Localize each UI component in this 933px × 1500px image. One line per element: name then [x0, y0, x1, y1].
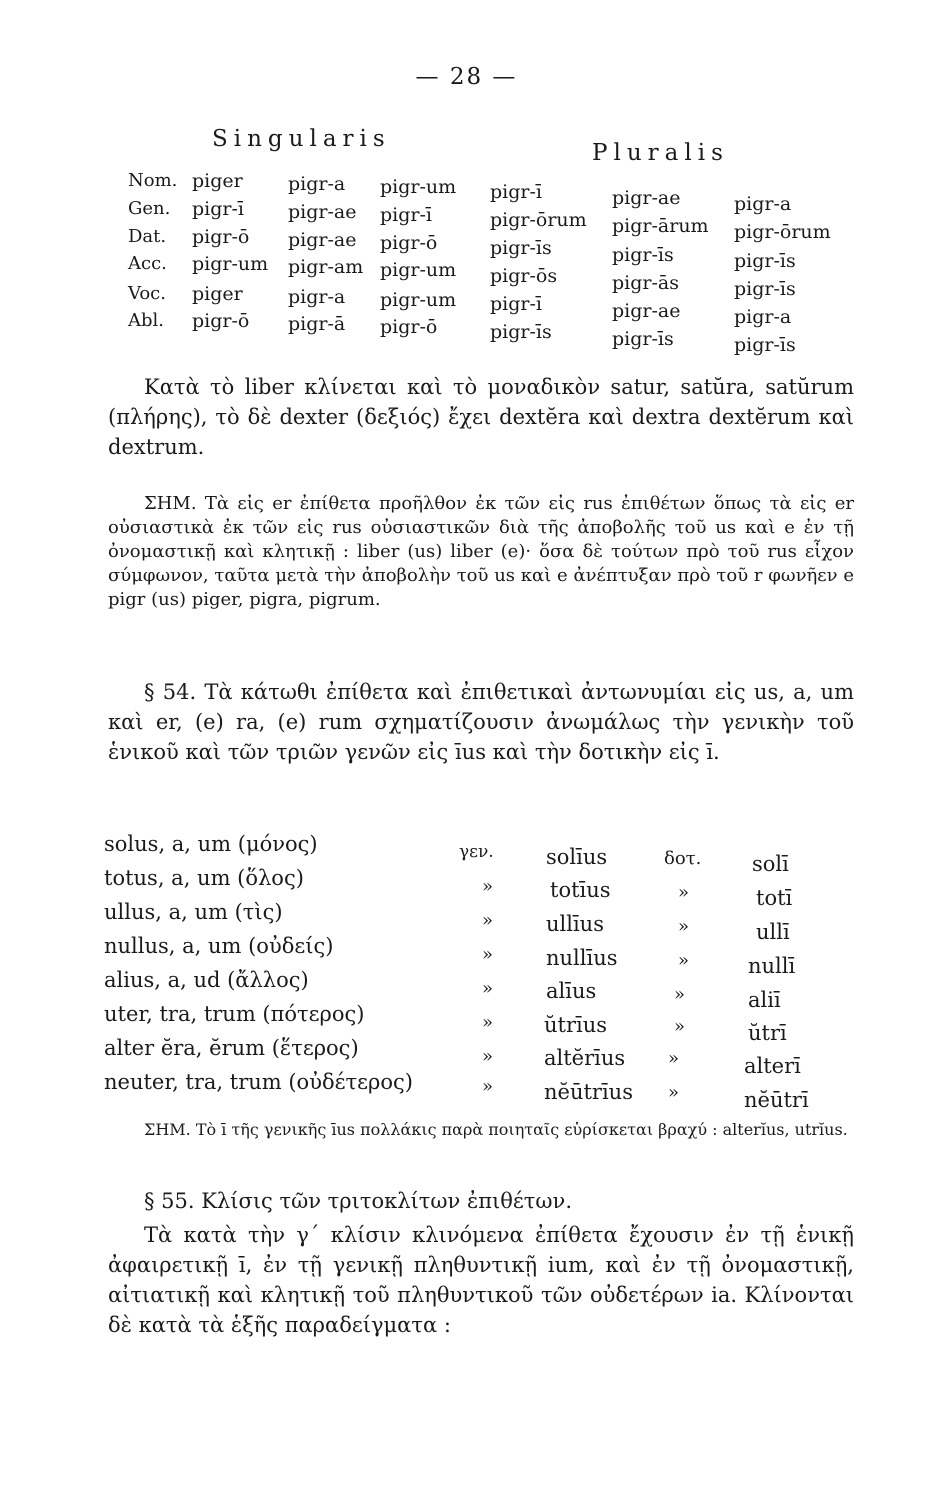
- genitive-form: ullīus: [546, 912, 604, 936]
- pl-neut-form: pigr-ōrum: [734, 221, 831, 243]
- case-label: Abl.: [128, 310, 164, 331]
- genitive-form: ŭtrīus: [544, 1013, 608, 1037]
- genitive-form: solīus: [546, 845, 608, 869]
- dative-form: ullī: [756, 920, 790, 944]
- pl-neut-form: pigr-a: [734, 306, 792, 328]
- pl-masc-form: pigr-īs: [490, 237, 552, 259]
- ditto-mark: »: [678, 950, 690, 971]
- pl-masc-form: pigr-ī: [490, 181, 542, 203]
- sg-masc-form: pigr-ō: [192, 310, 250, 332]
- sg-fem-form: pigr-a: [288, 173, 346, 195]
- sg-fem-form: pigr-ae: [288, 229, 357, 251]
- pl-fem-form: pigr-ae: [612, 187, 681, 209]
- sg-masc-form: piger: [192, 170, 243, 192]
- ditto-mark: »: [482, 978, 494, 999]
- sg-neut-form: pigr-um: [380, 289, 457, 311]
- pronominal-word: alter ĕra, ĕrum (ἕτερος): [104, 1036, 359, 1060]
- case-label: Acc.: [128, 253, 167, 274]
- dative-form: totī: [756, 886, 793, 910]
- pl-fem-form: pigr-īs: [612, 244, 674, 266]
- ditto-mark: »: [482, 1012, 494, 1033]
- section-55-title: § 55. Κλίσις τῶν τριτοκλίτων ἐπιθέτων.: [144, 1189, 572, 1213]
- ditto-mark: »: [482, 910, 494, 931]
- sg-fem-form: pigr-a: [288, 286, 346, 308]
- pronominal-word: ullus, a, um (τὶς): [104, 900, 283, 924]
- sg-masc-form: pigr-ō: [192, 226, 250, 248]
- ditto-mark: »: [674, 984, 686, 1005]
- pl-fem-form: pigr-ās: [612, 272, 679, 294]
- pl-fem-form: pigr-īs: [612, 328, 674, 350]
- pronominal-word: solus, a, um (μόνος): [104, 832, 318, 856]
- pronominal-word: totus, a, um (ὅλος): [104, 866, 304, 890]
- sg-neut-form: pigr-ō: [380, 316, 438, 338]
- sg-fem-form: pigr-ae: [288, 201, 357, 223]
- paragraph-liber: [108, 372, 854, 462]
- note-1: [108, 492, 854, 612]
- dative-form: alterī: [744, 1054, 801, 1078]
- pronominal-word: neuter, tra, trum (οὐδέτερος): [104, 1070, 413, 1094]
- ditto-mark: »: [482, 1076, 494, 1097]
- pl-neut-form: pigr-īs: [734, 334, 796, 356]
- pl-neut-form: pigr-a: [734, 193, 792, 215]
- note-1-text: ΣΗΜ. Τὰ εἰς er ἐπίθετα προῆλθον ἐκ τῶν εἰς rus ἐπιθέτων ὅπως τὰ εἰς er οὐσιαστικὰ ἐκ τῶν εἰς rus οὐσιαστικῶν διὰ τῆς ἀποβολῆς τοῦ us καὶ e ἐν τῇ ὀνομαστικῇ καὶ κλητικῇ : liber (us) liber (e)· ὅσα δὲ τούτων πρὸ τοῦ rus εἶχον σύμφωνον, ταῦτα μετὰ τὴν ἀποβολὴν τοῦ us καὶ e ἀνέπτυξαν πρὸ τοῦ r φωνῆεν e pigr (us) piger, pigra, pigrum.: [108, 493, 854, 610]
- case-label: Nom.: [128, 170, 178, 191]
- note-2: [108, 1120, 854, 1140]
- sg-fem-form: pigr-am: [288, 256, 364, 278]
- section-55-heading: [108, 1186, 854, 1216]
- section-55-text: Τὰ κατὰ τὴν γ´ κλίσιν κλινόμενα ἐπίθετα ἔχουσιν ἐν τῇ ἑνικῇ ἀφαιρετικῇ ī, ἐν τῇ γενικῇ πληθυντικῇ ium, καὶ ἐν τῇ ὀνομαστικῇ, αἰτιατικῇ καὶ κλητικῇ τοῦ πληθυντικοῦ τῶν οὐδετέρων ia. Κλίνονται δὲ κατὰ τὰ ἑξῆς παραδείγματα :: [108, 1223, 854, 1337]
- pl-masc-form: pigr-ōrum: [490, 209, 587, 231]
- case-label: Gen.: [128, 198, 171, 219]
- plural-header: Pluralis: [592, 140, 729, 166]
- pl-neut-form: pigr-īs: [734, 250, 796, 272]
- section-54-text: § 54. Τὰ κάτωθι ἐπίθετα καὶ ἐπιθετικαὶ ἀντωνυμίαι εἰς us, a, um καὶ er, (e) ra, (e) rum σχηματίζουσιν ἀνωμάλως τὴν γενικὴν τοῦ ἑνικοῦ καὶ τῶν τριῶν γενῶν εἰς īus καὶ τὴν δοτικὴν εἰς ī.: [108, 680, 854, 764]
- ditto-mark: »: [482, 876, 494, 897]
- pl-fem-form: pigr-ārum: [612, 215, 709, 237]
- genitive-label: γεν.: [459, 842, 494, 862]
- paragraph-liber-text: Κατὰ τὸ liber κλίνεται καὶ τὸ μοναδικὸν satur, satŭra, satŭrum (πλήρης), τὸ δὲ dexter (δεξιός) ἔχει dextĕra καὶ dextra dextĕrum καὶ dextrum.: [108, 375, 854, 459]
- ditto-mark: »: [668, 1048, 680, 1069]
- section-55-body: [108, 1220, 854, 1340]
- section-54: [108, 677, 854, 767]
- ditto-mark: »: [678, 882, 690, 903]
- pl-masc-form: pigr-ōs: [490, 265, 558, 287]
- pl-fem-form: pigr-ae: [612, 300, 681, 322]
- ditto-mark: »: [674, 1016, 686, 1037]
- pl-neut-form: pigr-īs: [734, 278, 796, 300]
- ditto-mark: »: [668, 1082, 680, 1103]
- pronominal-word: alius, a, ud (ἄλλος): [104, 968, 309, 992]
- pronominal-word: uter, tra, trum (πότερος): [104, 1002, 365, 1026]
- sg-neut-form: pigr-um: [380, 176, 457, 198]
- sg-neut-form: pigr-ō: [380, 232, 438, 254]
- page-number: — 28 —: [415, 64, 518, 90]
- dative-form: aliī: [748, 988, 781, 1012]
- pronominal-word: nullus, a, um (οὐδείς): [104, 934, 334, 958]
- genitive-form: nullīus: [546, 946, 618, 970]
- singular-header: Singularis: [212, 126, 391, 152]
- case-label: Dat.: [128, 226, 167, 247]
- sg-fem-form: pigr-ā: [288, 313, 346, 335]
- genitive-form: alīus: [546, 979, 597, 1003]
- note-2-text: ΣΗΜ. Τὸ ī τῆς γενικῆς īus πολλάκις παρὰ ποιηταῖς εὑρίσκεται βραχύ : alterĭus, utrĭus.: [144, 1120, 848, 1139]
- sg-neut-form: pigr-um: [380, 259, 457, 281]
- ditto-mark: »: [482, 944, 494, 965]
- dative-form: solī: [752, 852, 789, 876]
- sg-masc-form: pigr-um: [192, 253, 269, 275]
- dative-form: ŭtrī: [748, 1021, 787, 1045]
- genitive-form: nĕūtrīus: [544, 1080, 633, 1104]
- sg-masc-form: pigr-ī: [192, 198, 244, 220]
- ditto-mark: »: [482, 1046, 494, 1067]
- ditto-mark: »: [678, 916, 690, 937]
- genitive-form: totīus: [550, 878, 611, 902]
- pl-masc-form: pigr-ī: [490, 293, 542, 315]
- sg-masc-form: piger: [192, 283, 243, 305]
- dative-form: nĕūtrī: [744, 1088, 809, 1112]
- pl-masc-form: pigr-īs: [490, 321, 552, 343]
- genitive-form: altĕrīus: [544, 1046, 626, 1070]
- dative-form: nullī: [748, 954, 796, 978]
- dative-label: δοτ.: [664, 848, 702, 869]
- sg-neut-form: pigr-ī: [380, 204, 432, 226]
- case-label: Voc.: [128, 283, 166, 304]
